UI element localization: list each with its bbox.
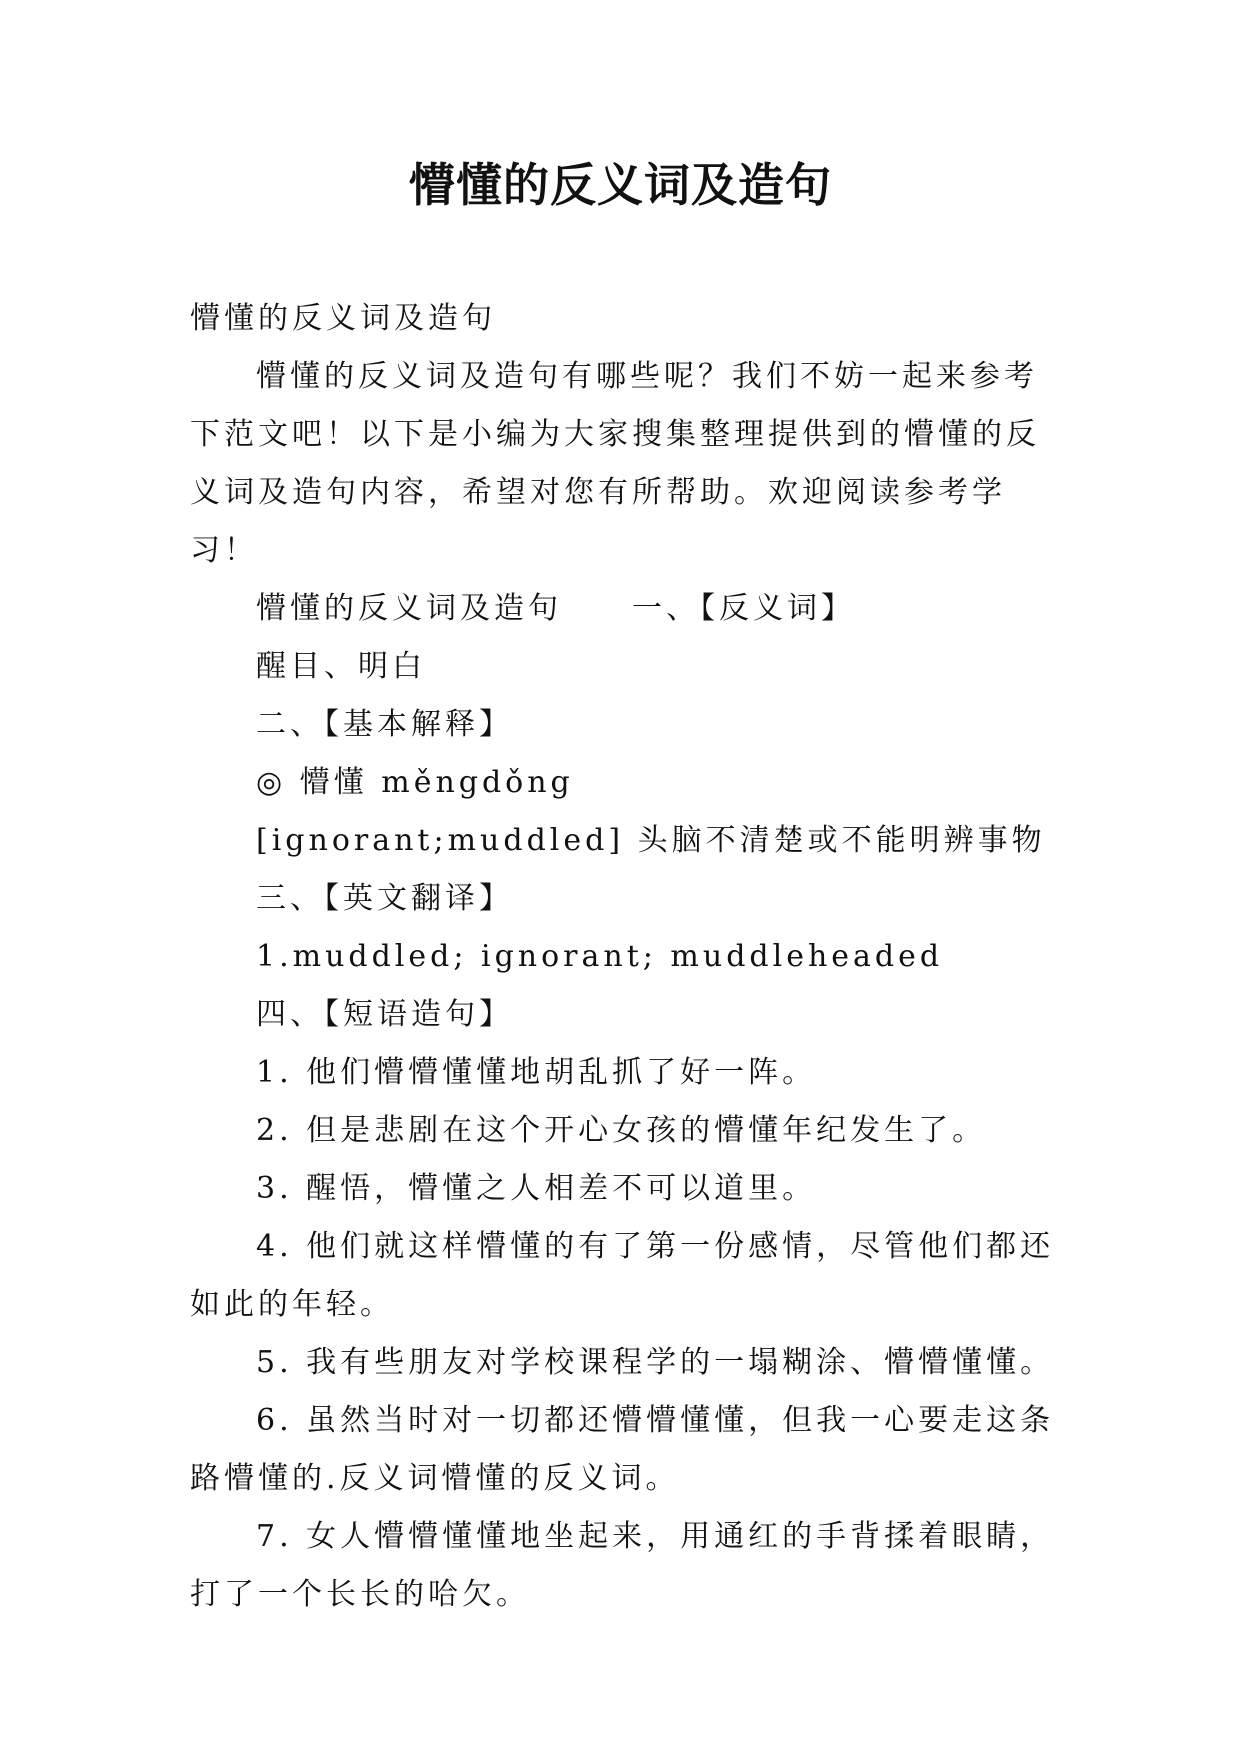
section-heading-antonym: 一、【反义词】: [632, 591, 855, 626]
section-heading-english: 三、【英文翻译】: [256, 881, 513, 916]
section-heading-basic: 二、【基本解释】: [256, 707, 513, 742]
example-sentence-5: 5. 我有些朋友对学校课程学的一塌糊涂、懵懵懂懂。: [256, 1345, 1055, 1380]
example-sentence-4: 4. 他们就这样懵懂的有了第一份感情，尽管他们都还如此的年轻。: [190, 1229, 1055, 1322]
paragraph-section-antonym: [190, 580, 1070, 638]
paragraph-antonyms: 醒目、明白: [256, 649, 426, 684]
document-body: [190, 290, 1070, 1624]
section-heading-phrases: 四、【短语造句】: [256, 997, 513, 1032]
paragraph-intro: 懵懂的反义词及造句有哪些呢？我们不妨一起来参考下范文吧！以下是小编为大家搜集整理提供到的懵懂的反义词及造句内容，希望对您有所帮助。欢迎阅读参考学习！: [190, 359, 1040, 568]
document-title: 懵懂的反义词及造句: [409, 158, 832, 212]
paragraph-english: 1.muddled; ignorant; muddleheaded: [256, 939, 944, 974]
example-sentence-2: 2. 但是悲剧在这个开心女孩的懵懂年纪发生了。: [256, 1113, 987, 1148]
paragraph-heading: 懵懂的反义词及造句: [190, 301, 496, 336]
example-sentence-3: 3. 醒悟，懵懂之人相差不可以道里。: [256, 1171, 817, 1206]
example-sentence-6: 6. 虽然当时对一切都还懵懵懂懂，但我一心要走这条路懵懂的.反义词懵懂的反义词。: [190, 1403, 1055, 1496]
paragraph-definition: [ignorant;muddled] 头脑不清楚或不能明辨事物: [256, 823, 1046, 858]
example-sentence-7: 7. 女人懵懵懂懂地坐起来，用通红的手背揉着眼睛，打了一个长长的哈欠。: [190, 1519, 1055, 1612]
paragraph-pinyin: ◎ 懵懂 měngdǒng: [256, 765, 574, 800]
example-sentence-1: 1. 他们懵懵懂懂地胡乱抓了好一阵。: [256, 1055, 817, 1090]
paragraph-section-antonym-lead: 懵懂的反义词及造句: [256, 591, 562, 626]
